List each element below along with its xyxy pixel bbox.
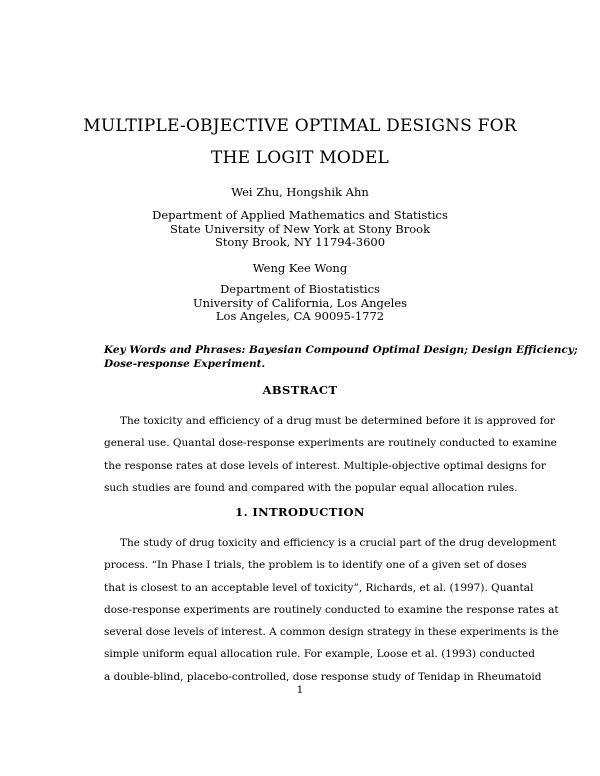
abstract-line: The toxicity and efficiency of a drug must be determined before it is approved for: [120, 415, 555, 427]
introduction-line: several dose levels of interest. A common design strategy in these experiments is the: [104, 626, 559, 639]
introduction-line: dose-response experiments are routinely conducted to examine the response rates at: [104, 603, 559, 616]
affiliation-2-line: Los Angeles, CA 90095-1772: [215, 309, 385, 323]
abstract-body: [104, 410, 557, 499]
page-number: 1: [296, 684, 304, 696]
abstract-line: the response rates at dose levels of interest. Multiple-objective optimal designs for: [104, 459, 546, 472]
affiliation-1-line: Department of Applied Mathematics and Statistics: [152, 208, 448, 222]
author-names-1: Wei Zhu, Hongshik Ahn: [231, 185, 369, 199]
keywords-line: Key Words and Phrases: Bayesian Compound Optimal Design; Design Efficiency;: [104, 344, 578, 356]
author-names-2: Weng Kee Wong: [252, 261, 348, 275]
abstract-heading: ABSTRACT: [262, 383, 338, 397]
paper-title-line-2: THE LOGIT MODEL: [211, 148, 389, 168]
abstract-line: such studies are found and compared with the popular equal allocation rules.: [104, 481, 518, 494]
affiliation-1-line: State University of New York at Stony Brook: [169, 221, 431, 236]
introduction-heading: 1. INTRODUCTION: [235, 505, 365, 519]
keywords: [104, 343, 578, 371]
introduction-line: The study of drug toxicity and efficiency is a crucial part of the drug development: [120, 537, 557, 549]
introduction-body: [104, 532, 559, 688]
paper-title-line-1: MULTIPLE-OBJECTIVE OPTIMAL DESIGNS FOR: [83, 116, 517, 136]
affiliation-1: [0, 209, 600, 250]
keywords-line: Dose-response Experiment.: [104, 358, 266, 370]
affiliation-2-line: University of California, Los Angeles: [192, 295, 408, 310]
introduction-line: a double-blind, placebo-controlled, dose response study of Tenidap in Rheumatoid: [104, 670, 542, 683]
abstract-line: general use. Quantal dose-response experiments are routinely conducted to examine: [104, 437, 557, 450]
affiliation-1-line: Stony Brook, NY 11794-3600: [214, 235, 386, 249]
affiliation-2-line: Department of Biostatistics: [220, 282, 380, 296]
introduction-line: simple uniform equal allocation rule. For example, Loose et al. (1993) conducted: [104, 648, 535, 661]
affiliation-2: [0, 283, 600, 324]
introduction-line: that is closest to an acceptable level of toxicity”, Richards, et al. (1997). Quantal: [104, 581, 534, 594]
introduction-line: process. “In Phase I trials, the problem is to identify one of a given set of doses: [104, 559, 527, 572]
